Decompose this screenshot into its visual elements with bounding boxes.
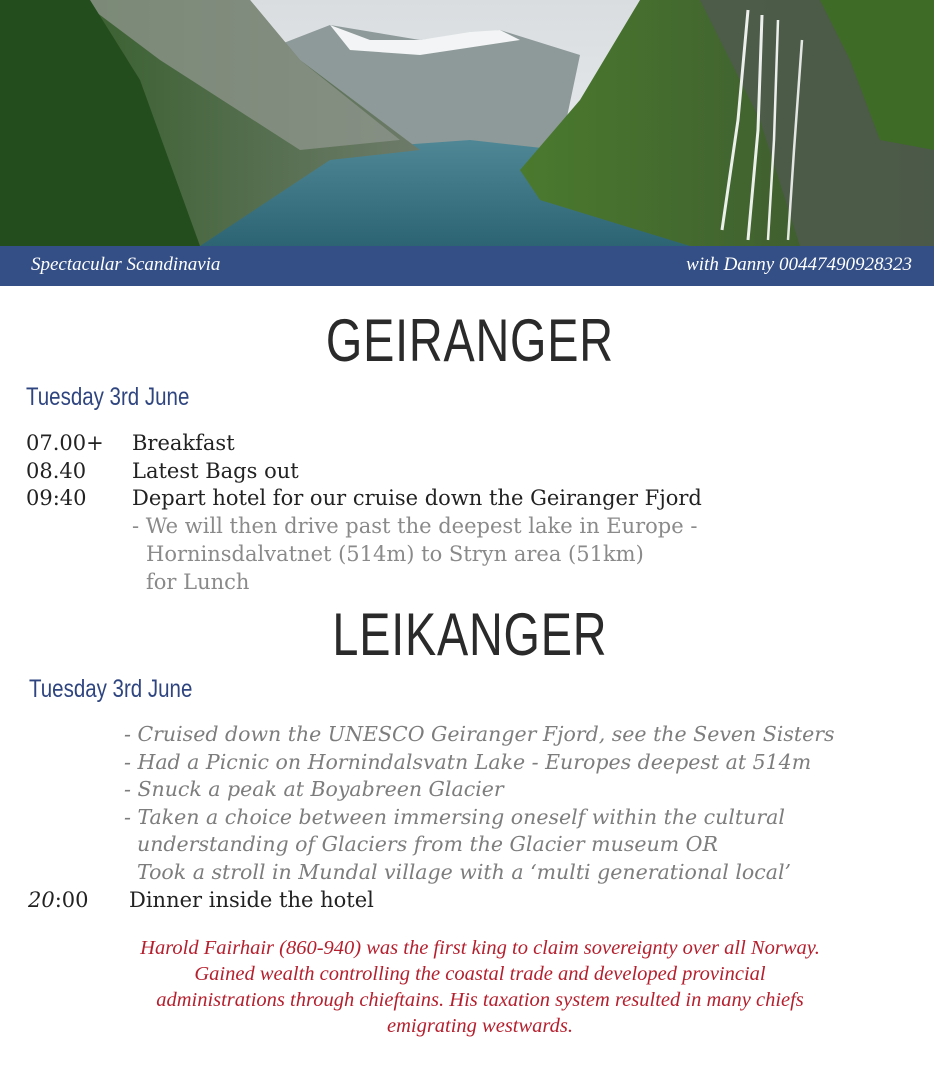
schedule-activity: Depart hotel for our cruise down the Geiranger Fjord [132, 486, 702, 510]
recap-line: Took a stroll in Mundal village with a ‘multi generational local’ [137, 860, 792, 884]
schedule-note: Horninsdalvatnet (514m) to Stryn area (51km) [146, 542, 644, 566]
title-banner [0, 246, 934, 286]
recap-line: - Had a Picnic on Hornindalsvatn Lake - Europes deepest at 514m [124, 750, 812, 774]
dinner-time [28, 888, 89, 912]
schedule-note: - We will then drive past the deepest lake in Europe - [132, 514, 698, 538]
tour-name: Spectacular Scandinavia [31, 254, 221, 275]
history-fact [40, 935, 920, 1039]
schedule-note: for Lunch [146, 570, 250, 594]
fact-line: administrations through chieftains. His taxation system resulted in many chiefs [156, 989, 804, 1011]
schedule-time: 07.00+ [26, 431, 104, 455]
geiranger-heading: GEIRANGER [325, 307, 614, 374]
schedule-activity: Latest Bags out [132, 459, 299, 483]
schedule-activity: Breakfast [132, 431, 235, 455]
geiranger-date: Tuesday 3rd June [26, 383, 190, 411]
leikanger-date: Tuesday 3rd June [29, 675, 193, 703]
recap-line: - Snuck a peak at Boyabreen Glacier [124, 777, 504, 801]
dinner-activity: Dinner inside the hotel [129, 888, 374, 912]
recap-line: understanding of Glaciers from the Glacier museum OR [137, 832, 718, 856]
fact-line: Gained wealth controlling the coastal trade and developed provincial [194, 963, 766, 985]
dinner-time-minutes: :00 [54, 888, 89, 912]
recap-line: - Cruised down the UNESCO Geiranger Fjord, see the Seven Sisters [124, 722, 835, 746]
fact-line: Harold Fairhair (860-940) was the first king to claim sovereignty over all Norway. [140, 937, 820, 959]
schedule-time: 09:40 [26, 486, 87, 510]
guide-contact: with Danny 00447490928323 [686, 254, 912, 275]
leikanger-heading: LEIKANGER [332, 601, 608, 668]
fact-line: emigrating westwards. [386, 1015, 574, 1037]
fjord-hero-image [0, 0, 934, 246]
schedule-time: 08.40 [26, 459, 87, 483]
dinner-time-hour: 20 [28, 888, 55, 912]
recap-line: - Taken a choice between immersing oneself within the cultural [124, 805, 785, 829]
